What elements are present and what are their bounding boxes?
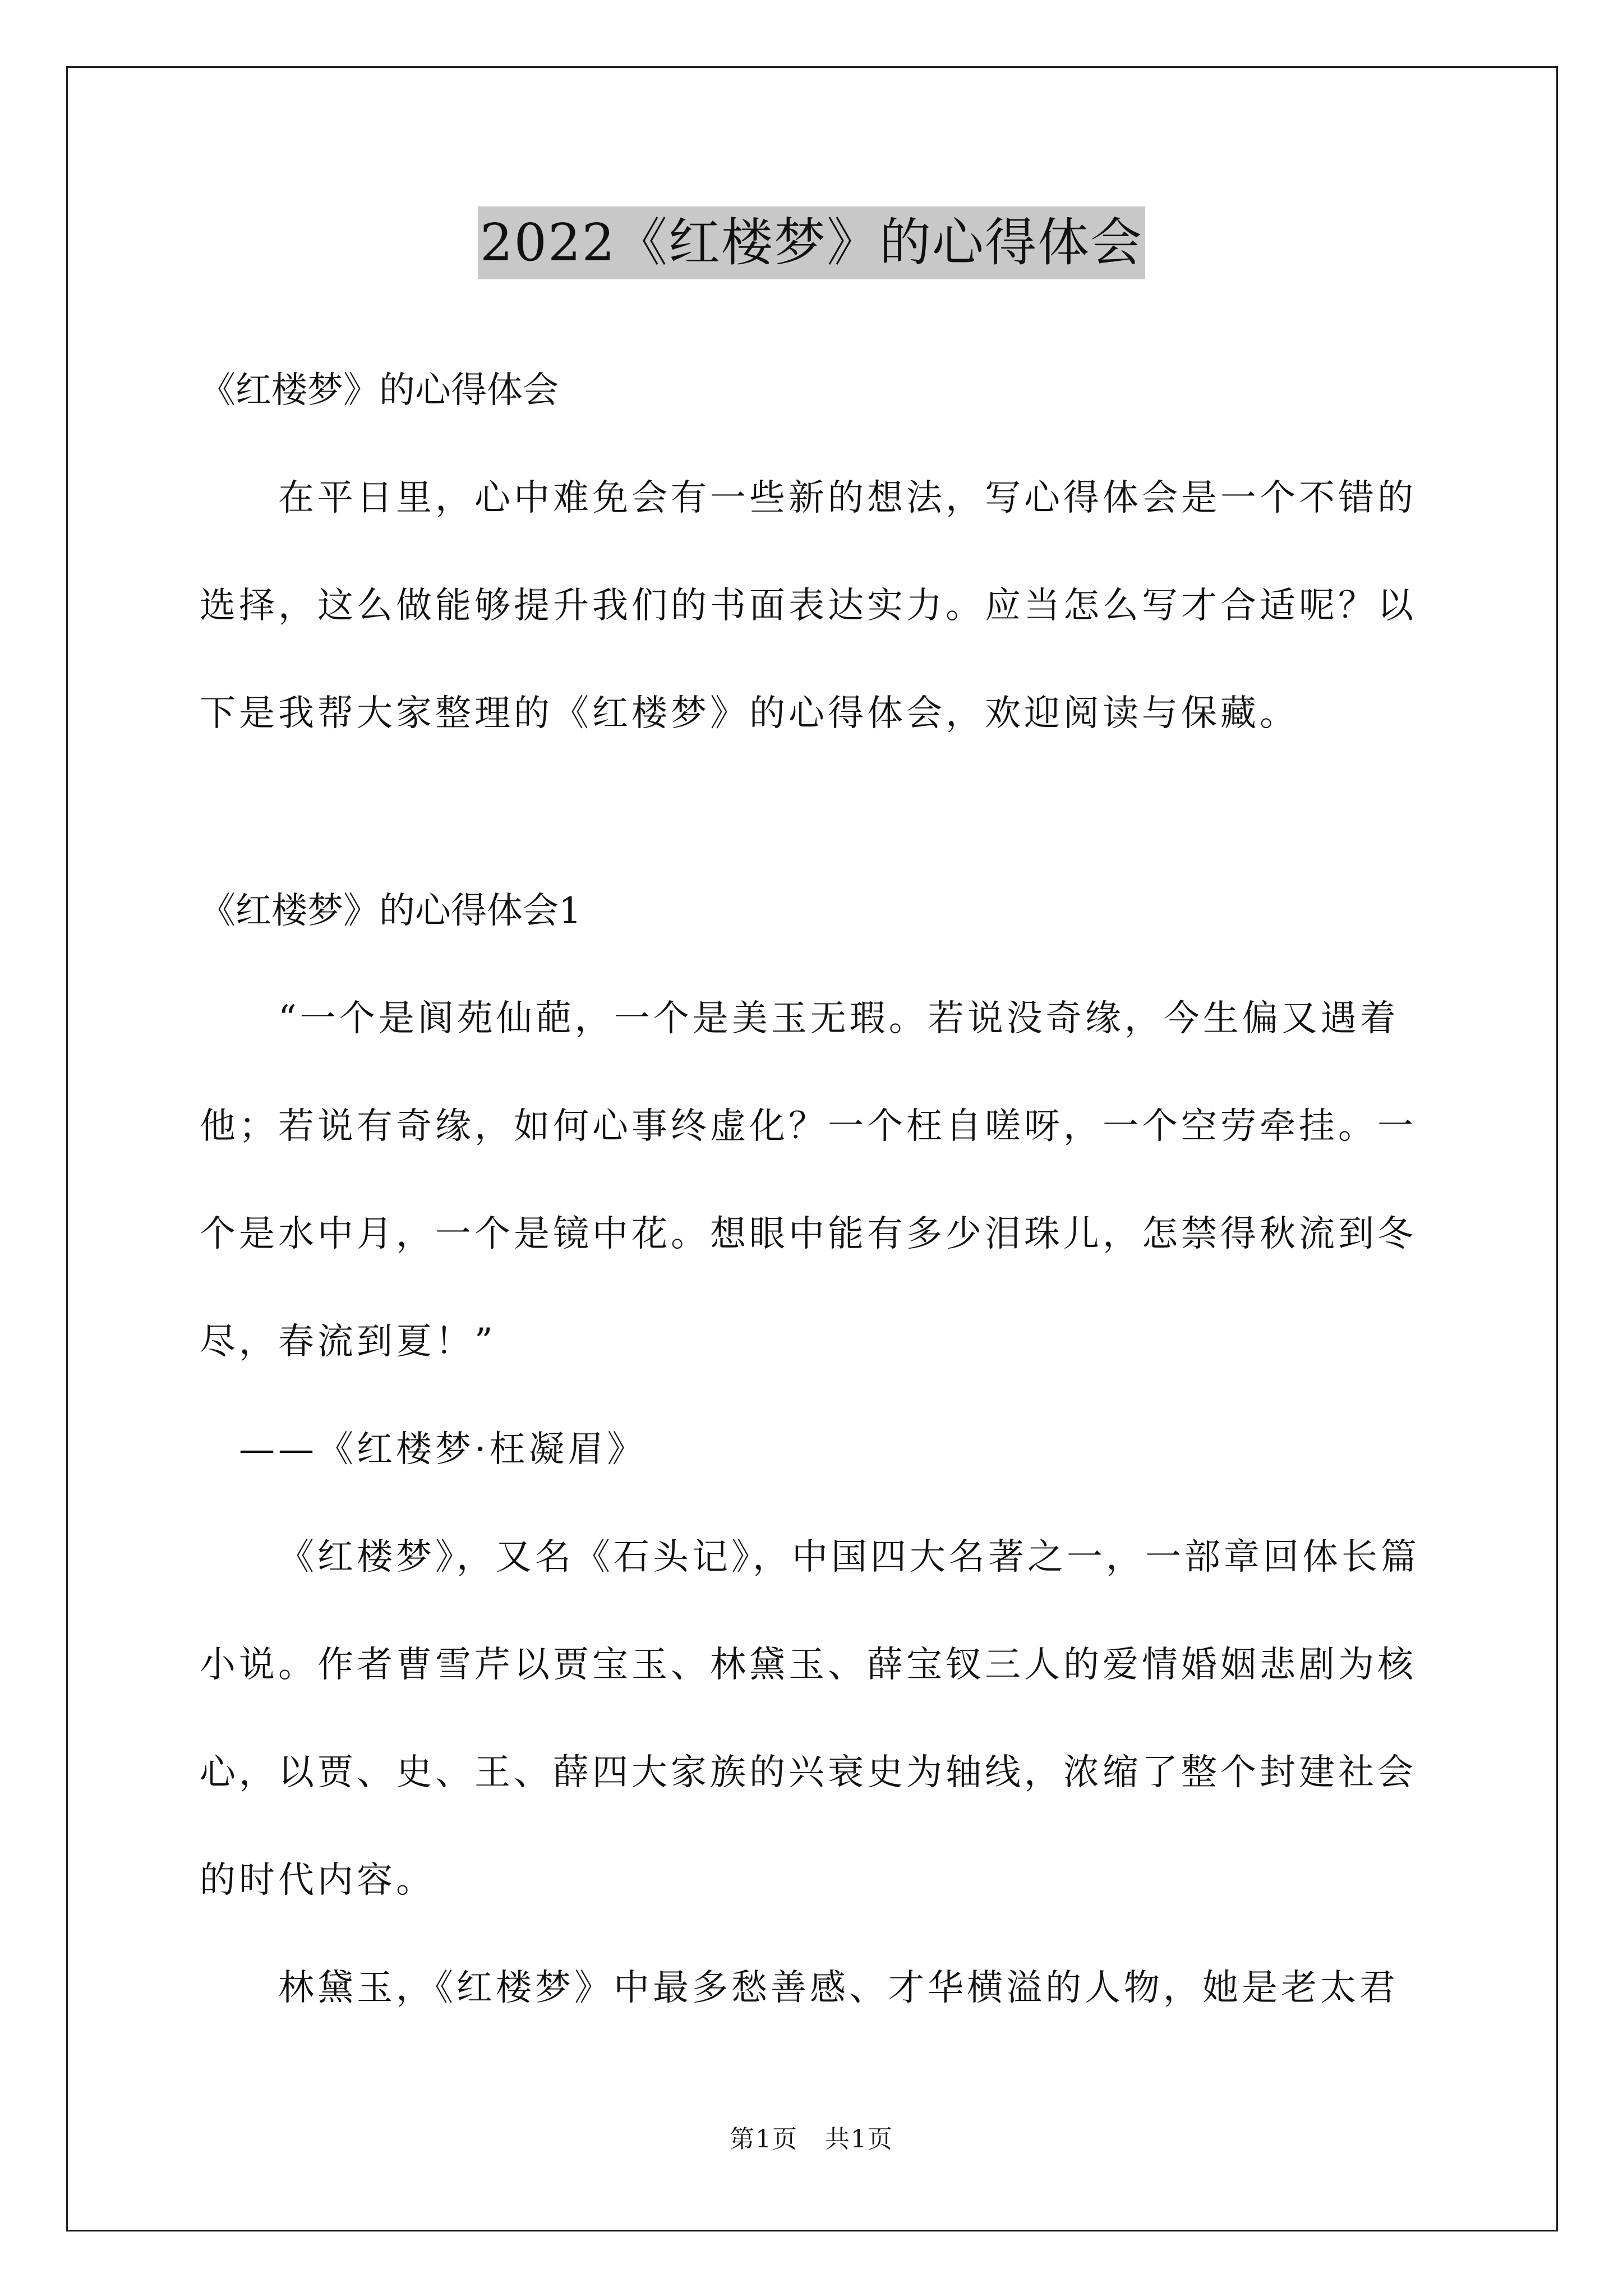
section-gap [200, 767, 1433, 857]
document-title: 2022《红楼梦》的心得体会 [478, 206, 1145, 279]
body-paragraph: 林黛玉，《红楼梦》中最多愁善感、才华横溢的人物，她是老太君 [278, 1967, 1399, 2009]
page-number: 第1页 [730, 2125, 798, 2154]
page-footer [0, 2123, 1623, 2156]
page-total: 共1页 [825, 2125, 893, 2154]
section-heading: 《红楼梦》的心得体会1 [200, 890, 582, 932]
intro-paragraph: 在平日里，心中难免会有一些新的想法，写心得体会是一个不错的选择，这么做能够提升我们的书面表达实力。应当怎么写才合适呢？以下是我帮大家整理的《红楼梦》的心得体会，欢迎阅读与保藏。 [200, 477, 1417, 734]
title-container [0, 206, 1623, 279]
subtitle: 《红楼梦》的心得体会 [200, 370, 559, 411]
document-body [200, 337, 1433, 2042]
quote-source: ——《红楼梦·枉凝眉》 [239, 1429, 647, 1470]
body-paragraph: 《红楼梦》，又名《石头记》，中国四大名著之一，一部章回体长篇小说。作者曹雪芹以贾宝玉、林黛玉、薛宝钗三人的爱情婚姻悲剧为核心，以贾、史、王、薛四大家族的兴衰史为轴线，浓缩了整个封建社会的时代内容。 [200, 1536, 1420, 1901]
poem-quote: “一个是阆苑仙葩，一个是美玉无瑕。若说没奇缘，今生偏又遇着他；若说有奇缘，如何心事终虚化？一个枉自嗟呀，一个空劳牵挂。一个是水中月，一个是镜中花。想眼中能有多少泪珠儿，怎禁得秋流到冬尽，春流到夏！” [200, 998, 1417, 1363]
